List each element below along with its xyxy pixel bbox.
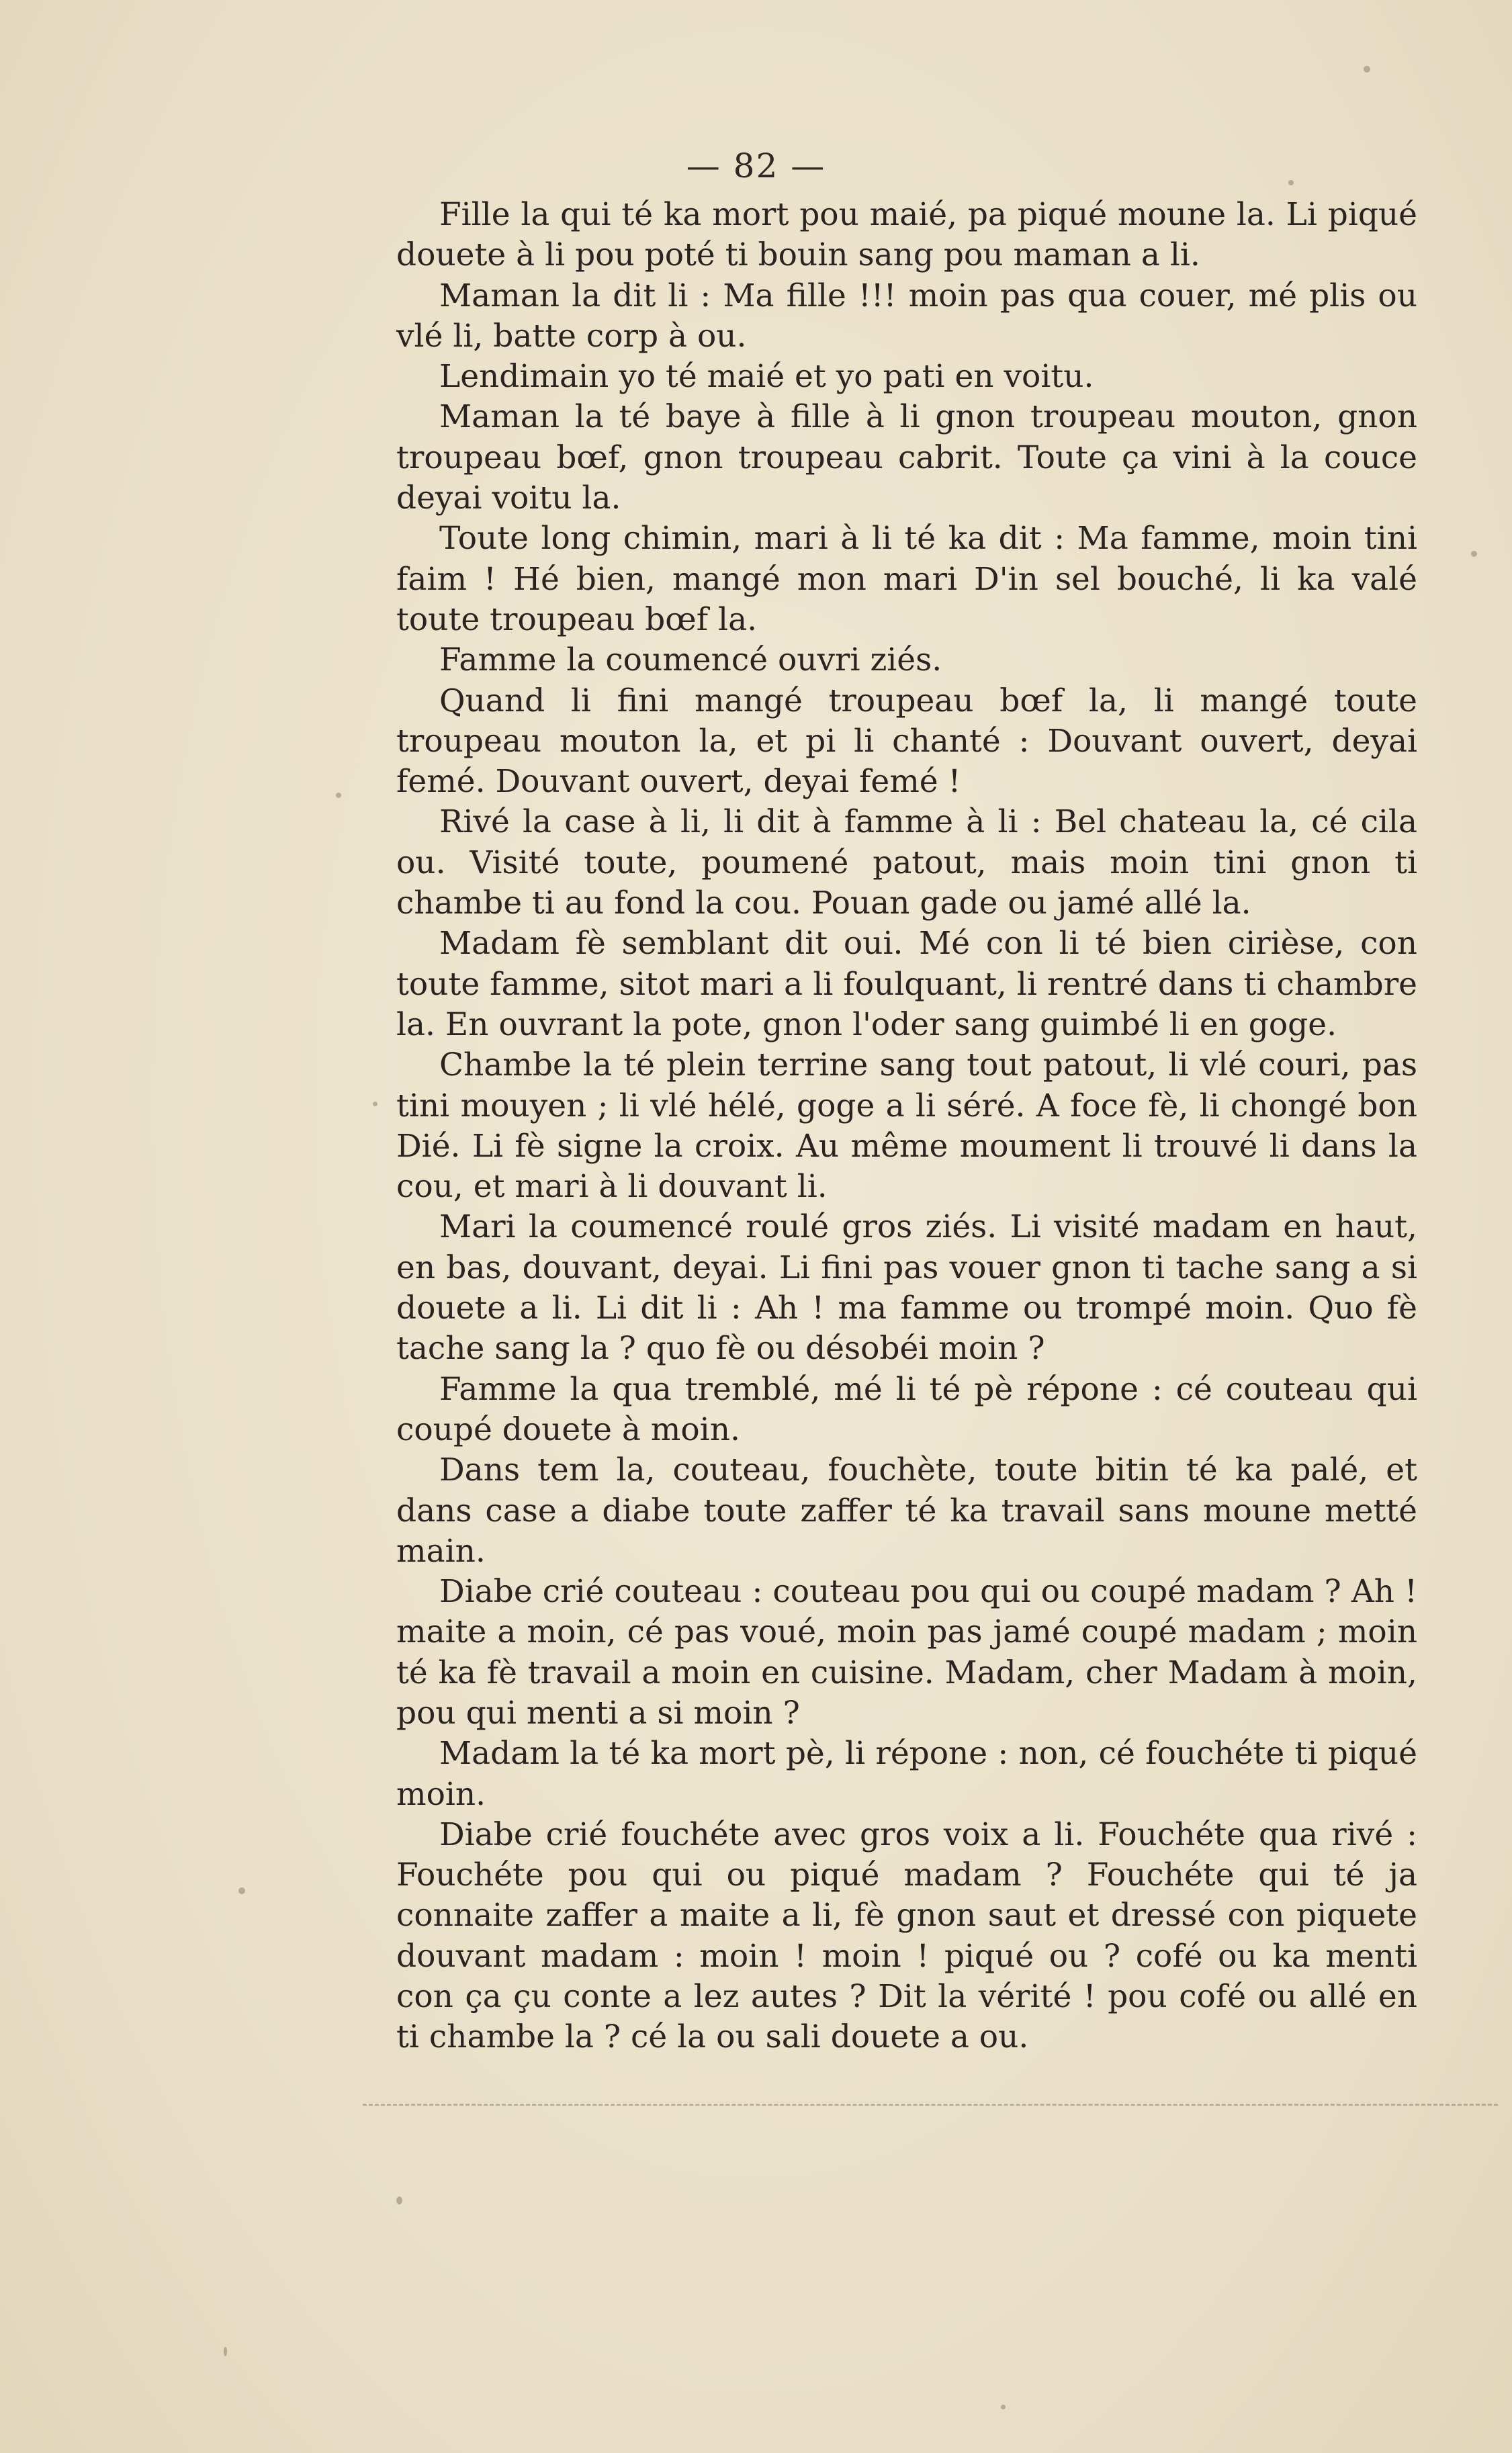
paragraph: Quand li fini mangé troupeau bœf la, li mangé toute troupeau mouton la, et pi li chanté : Douvant ouvert, deyai femé. Douvant ouvert, deyai femé ! bbox=[396, 682, 1417, 801]
page-bottom-rule bbox=[363, 2104, 1498, 2106]
paper-speck bbox=[224, 2347, 227, 2356]
paragraph: Mari la coumencé roulé gros ziés. Li visité madam en haut, en bas, douvant, deyai. Li fini pas vouer gnon ti tache sang a si douete a li. Li dit li : Ah ! ma famme ou trompé moin. Quo fè tache sang la ? quo fè ou désobéi moin ? bbox=[396, 1208, 1417, 1368]
paragraph: Maman la té baye à fille à li gnon troupeau mouton, gnon troupeau bœf, gnon troupeau cabrit. Toute ça vini à la couce deyai voitu la. bbox=[396, 398, 1417, 517]
paragraph: Chambe la té plein terrine sang tout patout, li vlé couri, pas tini mouyen ; li vlé hélé, goge a li séré. A foce fè, li chongé bon Dié. Li fè signe la croix. Au même moument li trouvé li dans la cou, et mari à li douvant li. bbox=[396, 1046, 1417, 1206]
paragraph: Dans tem la, couteau, fouchète, toute bitin té ka palé, et dans case a diabe toute zaffer té ka travail sans moune metté main. bbox=[396, 1452, 1417, 1570]
paragraph: Lendimain yo té maié et yo pati en voitu. bbox=[439, 358, 1094, 396]
paper-speck bbox=[373, 1102, 377, 1106]
paper-speck bbox=[336, 793, 341, 798]
paper-speck bbox=[396, 2196, 402, 2204]
paragraph: Diabe crié couteau : couteau pou qui ou coupé madam ? Ah ! maite a moin, cé pas voué, moin pas jamé coupé madam ; moin té ka fè travail a moin en cuisine. Madam, cher Madam à moin, pou qui menti a si moin ? bbox=[396, 1573, 1417, 1732]
paragraph: Diabe crié fouchéte avec gros voix a li. Fouchéte qua rivé : Fouchéte pou qui ou piqué madam ? Fouchéte qui té ja connaite zaffer a maite a li, fè gnon saut et dressé con piquete douvant madam : moin ! moin ! piqué ou ? cofé ou ka menti con ça çu conte a lez autes ? Dit la vérité ! pou cofé ou allé en ti chambe la ? cé la ou sali douete a ou. bbox=[396, 1816, 1417, 2056]
page-number: — 82 — bbox=[686, 146, 826, 185]
paper-speck bbox=[1471, 551, 1477, 557]
paragraph: Famme la qua tremblé, mé li té pè répone : cé couteau qui coupé douete à moin. bbox=[396, 1370, 1417, 1448]
paragraph: Madam fè semblant dit oui. Mé con li té bien cirièse, con toute famme, sitot mari a li foulquant, li rentré dans ti chambre la. En ouvrant la pote, gnon l'oder sang guimbé li en goge. bbox=[396, 925, 1417, 1043]
paragraph: Toute long chimin, mari à li té ka dit : Ma famme, moin tini faim ! Hé bien, mangé mon mari D'in sel bouché, li ka valé toute troupeau bœf la. bbox=[396, 520, 1417, 638]
paragraph: Fille la qui té ka mort pou maié, pa piqué moune la. Li piqué douete à li pou poté ti bouin sang pou maman a li. bbox=[396, 196, 1417, 274]
paragraph: Rivé la case à li, li dit à famme à li : Bel chateau la, cé cila ou. Visité toute, poumené patout, mais moin tini gnon ti chambe ti au fond la cou. Pouan gade ou jamé allé la. bbox=[396, 803, 1417, 922]
paragraph: Maman la dit li : Ma fille !!! moin pas qua couer, mé plis ou vlé li, batte corp à ou. bbox=[396, 277, 1417, 355]
paper-speck bbox=[1288, 180, 1294, 185]
paragraph: Famme la coumencé ouvri ziés. bbox=[439, 641, 942, 679]
paper-speck bbox=[238, 1887, 245, 1894]
paper-speck bbox=[1364, 66, 1370, 73]
paper-speck bbox=[1001, 2405, 1006, 2409]
paragraph: Madam la té ka mort pè, li répone : non, cé fouchéte ti piqué moin. bbox=[396, 1735, 1417, 1813]
body-text bbox=[396, 195, 1417, 2058]
